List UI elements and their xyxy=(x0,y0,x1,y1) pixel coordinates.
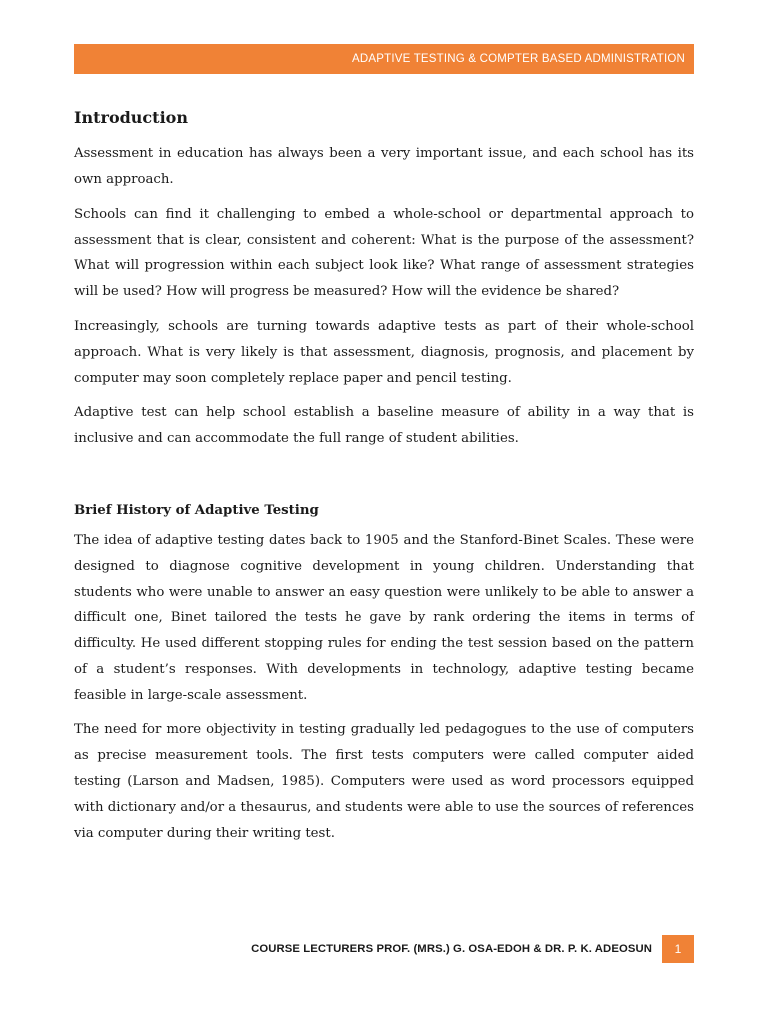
running-header xyxy=(74,44,694,74)
intro-paragraph-1: Assessment in education has always been a very important issue, and each school has its own approach. xyxy=(74,146,694,187)
intro-paragraph-3: Increasingly, schools are turning towards adaptive tests as part of their whole-school approach. What is very likely is that assessment, diagnosis, prognosis, and placement by computer may soon completely replace paper and pencil testing. xyxy=(74,318,694,386)
footer-lecturers: COURSE LECTURERS PROF. (MRS.) G. OSA-EDOH & DR. P. K. ADEOSUN xyxy=(251,943,652,955)
page-body xyxy=(74,108,694,855)
intro-paragraph-2: Schools can find it challenging to embed a whole-school or departmental approach to assessment that is clear, consistent and coherent: What is the purpose of the assessment? What will progression within each subject look like? What range of assessment strategies will be used? How will progress be measured? How will the evidence be shared? xyxy=(74,206,694,300)
intro-paragraph-4: Adaptive test can help school establish a baseline measure of ability in a way that is inclusive and can accommodate the full range of student abilities. xyxy=(74,405,694,447)
history-paragraph-2: The need for more objectivity in testing gradually led pedagogues to the use of computers as precise measurement tools. The first tests computers were called computer aided testing (Larson and Madsen, 1985). Computers were used as word processors equipped with dictionary and/or a thesaurus, and students were able to use the sources of references via computer during their writing test. xyxy=(74,722,694,841)
history-paragraph-1: The idea of adaptive testing dates back to 1905 and the Stanford-Binet Scales. These were designed to diagnose cognitive development in young children. Understanding that students who were unable to answer an easy question were unlikely to be able to answer a difficult one, Binet tailored the tests he gave by rank ordering the items in terms of difficulty. He used different stopping rules for ending the test session based on the pattern of a student’s responses. With developments in technology, adaptive testing became feasible in large-scale assessment. xyxy=(74,532,694,703)
running-header-title: ADAPTIVE TESTING & COMPTER BASED ADMINISTRATION xyxy=(352,53,685,65)
page-number: 1 xyxy=(662,935,694,963)
section-heading-history: Brief History of Adaptive Testing xyxy=(74,502,319,518)
section-heading-introduction: Introduction xyxy=(74,108,188,127)
page-footer xyxy=(74,935,694,963)
